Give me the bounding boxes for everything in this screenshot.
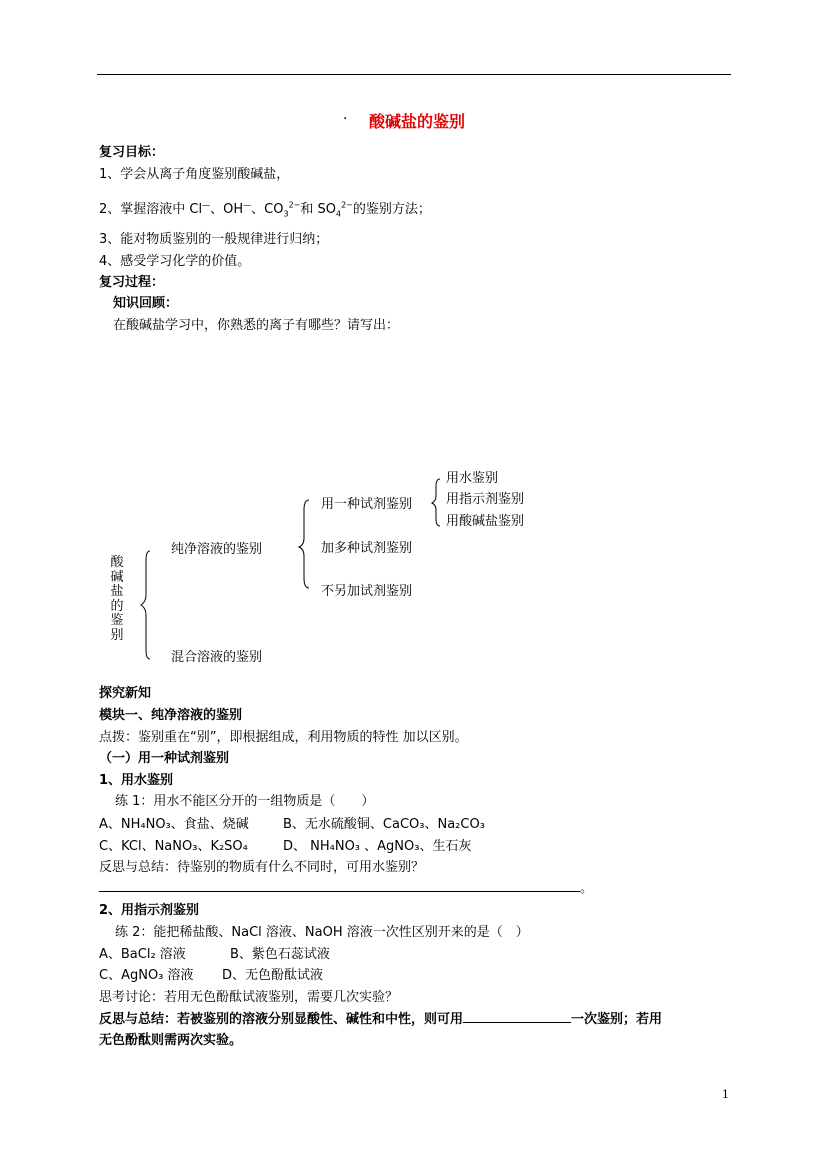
reflect-2: 反思与总结：若被鉴别的溶液分别显酸性、碱性和中性，则可用 一次鉴别；若用 <box>99 1012 663 1027</box>
ex1-option-d: D、 NH₄NO₃ 、AgNO₃、生石灰 <box>283 839 472 854</box>
mixed-solution-label: 混合溶液的鉴别 <box>171 650 263 665</box>
multi-reagent-label: 加多种试剂鉴别 <box>321 541 413 556</box>
page-title: 酸碱盐的鉴别 <box>369 112 466 131</box>
ex1-option-b: B、无水硫酸铜、CaCO₃、Na₂CO₃ <box>283 817 485 832</box>
title-bullet: · <box>343 111 348 127</box>
s1-title: 1、用水鉴别 <box>99 773 174 788</box>
tip-text: 点拨：鉴别重在“别”，即根据组成，利用物质的特性 加以区别。 <box>99 730 468 745</box>
module1-heading: 模块一、纯净溶液的鉴别 <box>99 708 243 723</box>
reflect-1: 反思与总结：待鉴别的物质有什么不同时，可用水鉴别？ <box>99 860 425 875</box>
one-reagent-label: 用一种试剂鉴别 <box>321 497 413 512</box>
ex2-option-b: B、紫色石蕊试液 <box>230 947 330 962</box>
discussion-text: 思考讨论：若用无色酚酞试液鉴别，需要几次实验？ <box>99 990 399 1005</box>
process-heading: 复习过程： <box>99 275 165 290</box>
goals-heading: 复习目标： <box>99 145 165 160</box>
review-heading: 知识回顾： <box>113 296 179 311</box>
explore-heading: 探究新知 <box>99 686 152 701</box>
no-reagent-label: 不另加试剂鉴别 <box>321 584 413 599</box>
ex2-option-c: C、AgNO₃ 溶液 <box>99 968 194 983</box>
goal-item-1: 1、学会从离子角度鉴别酸碱盐， <box>99 167 290 182</box>
goal-item-3: 3、能对物质鉴别的一般规律进行归纳； <box>99 232 329 247</box>
s2-title: 2、用指示剂鉴别 <box>99 903 200 918</box>
page-number: 1 <box>722 1088 729 1101</box>
reflect-2-cont: 无色酚酞则需两次实验。 <box>99 1033 243 1048</box>
exercise-1: 练 1：用水不能区分开的一组物质是（ ） <box>115 794 375 809</box>
water-label: 用水鉴别 <box>446 471 499 486</box>
sub1-heading: （一）用一种试剂鉴别 <box>99 751 230 766</box>
indicator-label: 用指示剂鉴别 <box>446 492 525 507</box>
exercise-2: 练 2：能把稀盐酸、NaCl 溶液、NaOH 溶液一次性区别开来的是（ ） <box>115 925 529 940</box>
review-question: 在酸碱盐学习中，你熟悉的离子有哪些？请写出： <box>113 318 400 333</box>
goal-item-4: 4、感受学习化学的价值。 <box>99 254 251 269</box>
ex1-option-a: A、NH₄NO₃、食盐、烧碱 <box>99 817 249 832</box>
reflect-1-answer-line: 。 <box>99 880 593 898</box>
ex1-option-c: C、KCl、NaNO₃、K₂SO₄ <box>99 839 248 854</box>
acid-base-salt-label: 用酸碱盐鉴别 <box>446 514 525 529</box>
pure-solution-label: 纯净溶液的鉴别 <box>171 542 263 557</box>
ex2-option-d: D、无色酚酞试液 <box>222 968 324 983</box>
diagram-root-label: 酸碱盐的鉴别 <box>110 555 124 643</box>
ex2-option-a: A、BaCl₂ 溶液 <box>99 947 186 962</box>
goal-item-2: 2、掌握溶液中 Cl—、OH—、$CO_3^{2-}$和 $SO_4^{2-}$的鉴别方法； <box>99 200 431 219</box>
